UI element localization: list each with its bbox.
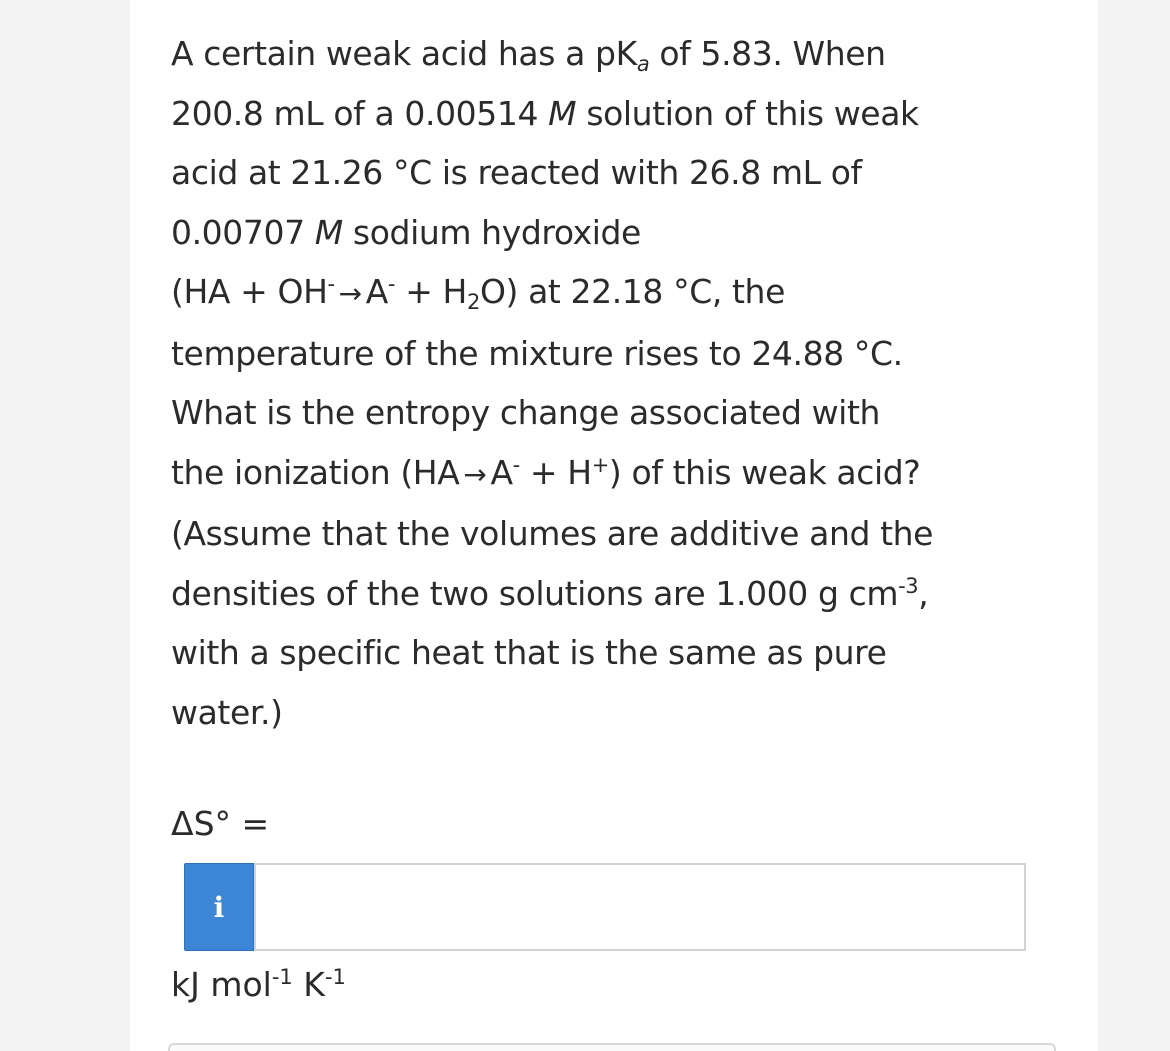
answer-units — [171, 965, 346, 1004]
units-text: K — [292, 965, 325, 1004]
question-text — [171, 24, 1071, 742]
question-line — [171, 24, 1071, 84]
text-segment: densities of the two solutions are 1.000 g cm — [171, 573, 899, 613]
text-segment: the ionization (HA — [171, 452, 460, 492]
unit-superscript: -3 — [898, 573, 919, 598]
info-icon[interactable]: i — [184, 863, 254, 951]
charge-superscript: - — [327, 272, 335, 296]
units-text: kJ mol — [171, 965, 272, 1004]
charge-superscript: - — [512, 452, 520, 477]
question-line: acid at 21.26 °C is reacted with 26.8 mL of — [171, 153, 862, 192]
text-segment: 0.00707 — [171, 212, 315, 252]
answer-row — [184, 863, 1026, 951]
question-line: (Assume that the volumes are additive and the — [171, 514, 934, 553]
question-line-ionization — [171, 443, 1071, 505]
text-segment: + H — [519, 452, 592, 492]
charge-superscript: - — [387, 272, 396, 296]
reaction-arrow-icon: → — [463, 457, 487, 491]
question-line: temperature of the mixture rises to 24.88 °C. — [171, 333, 903, 373]
text-segment: solution of this weak — [576, 93, 919, 133]
text-segment: sodium hydroxide — [342, 212, 641, 252]
units-superscript: -1 — [271, 965, 293, 989]
text-segment: A — [490, 452, 513, 492]
answer-input[interactable] — [254, 863, 1026, 951]
text-segment: O) at 22.18 °C, the — [479, 272, 785, 311]
question-line — [171, 203, 1071, 263]
ka-subscript: a — [636, 52, 650, 76]
question-line-reaction — [171, 262, 1071, 324]
text-segment: of 5.83. When — [649, 34, 886, 73]
charge-superscript: + — [591, 452, 609, 477]
reaction-arrow-icon: → — [338, 277, 362, 310]
formula-subscript: 2 — [466, 290, 480, 314]
molarity-unit: M — [314, 212, 343, 252]
question-card — [130, 0, 1098, 1051]
question-line — [171, 564, 1071, 624]
question-line: What is the entropy change associated with — [171, 393, 881, 432]
text-segment: A certain weak acid has a pK — [171, 34, 637, 73]
text-segment: , — [918, 573, 929, 613]
answer-label: ΔS° = — [171, 804, 270, 843]
text-segment: A — [365, 272, 388, 311]
question-line — [171, 84, 1071, 144]
question-line: with a specific heat that is the same as pure — [171, 633, 887, 672]
question-line: water.) — [171, 692, 283, 732]
text-segment: (HA + OH — [171, 272, 328, 311]
next-section-edge — [168, 1043, 1056, 1051]
molarity-unit: M — [548, 93, 577, 133]
text-segment: + H — [395, 272, 467, 311]
units-superscript: -1 — [324, 965, 346, 989]
text-segment: ) of this weak acid? — [608, 452, 921, 492]
text-segment: 200.8 mL of a 0.00514 — [171, 93, 549, 133]
